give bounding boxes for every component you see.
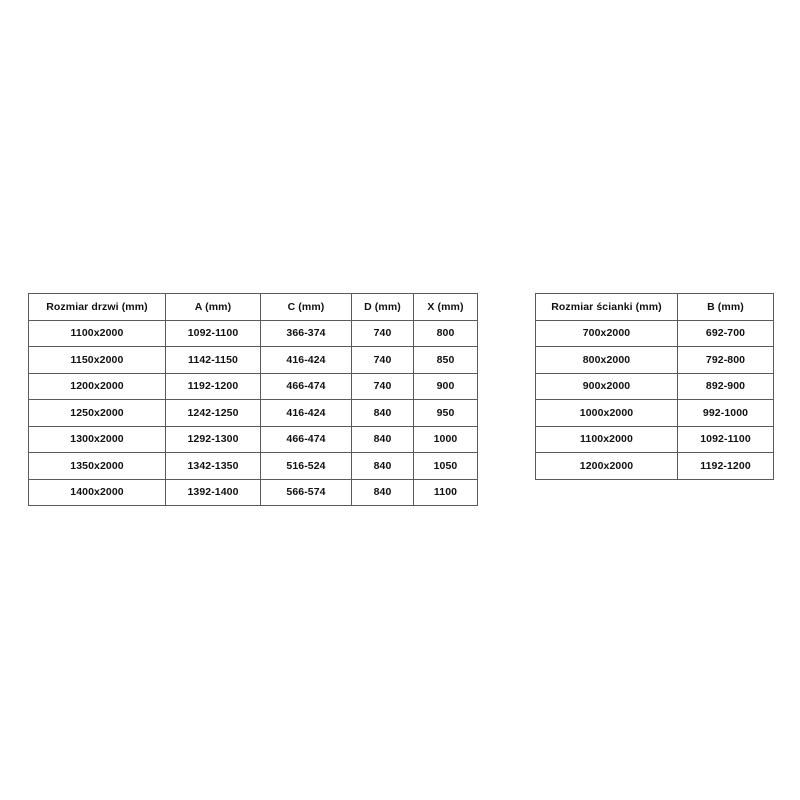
table-cell: 692-700 [678,320,774,347]
table-row [536,426,774,453]
table-cell: 840 [352,426,414,453]
table-cell: 950 [414,400,478,427]
table-row [536,347,774,374]
table-cell: 1250x2000 [29,400,166,427]
table-cell: 840 [352,400,414,427]
table-header-row [536,294,774,321]
doors-header-cell-2: C (mm) [261,294,352,321]
doors-header-cell-3: D (mm) [352,294,414,321]
table-cell: 1192-1200 [166,373,261,400]
table-cell: 800 [414,320,478,347]
doors-size-table [28,293,478,506]
table-cell: 466-474 [261,426,352,453]
table-row [29,373,478,400]
table-cell: 1142-1150 [166,347,261,374]
wall-table-holder [535,293,774,480]
doors-header-cell-1: A (mm) [166,294,261,321]
table-cell: 416-424 [261,347,352,374]
table-cell: 1092-1100 [678,426,774,453]
table-cell: 466-474 [261,373,352,400]
table-cell: 1392-1400 [166,479,261,506]
table-cell: 1200x2000 [29,373,166,400]
table-row [536,320,774,347]
table-cell: 1192-1200 [678,453,774,480]
table-cell: 1000 [414,426,478,453]
table-cell: 366-374 [261,320,352,347]
table-cell: 840 [352,479,414,506]
table-cell: 700x2000 [536,320,678,347]
table-row [536,373,774,400]
tables-container [28,293,772,506]
table-header-row [29,294,478,321]
wall-size-table [535,293,774,480]
table-cell: 1100 [414,479,478,506]
table-cell: 1200x2000 [536,453,678,480]
table-cell: 740 [352,320,414,347]
table-cell: 800x2000 [536,347,678,374]
table-cell: 740 [352,347,414,374]
table-cell: 1092-1100 [166,320,261,347]
table-row [29,320,478,347]
table-cell: 1242-1250 [166,400,261,427]
table-row [29,400,478,427]
table-row [29,453,478,480]
table-row [536,453,774,480]
wall-header-cell-0: Rozmiar ścianki (mm) [536,294,678,321]
table-cell: 1350x2000 [29,453,166,480]
table-cell: 516-524 [261,453,352,480]
table-cell: 1050 [414,453,478,480]
table-cell: 416-424 [261,400,352,427]
table-cell: 1100x2000 [29,320,166,347]
table-cell: 840 [352,453,414,480]
table-cell: 1150x2000 [29,347,166,374]
table-cell: 792-800 [678,347,774,374]
table-cell: 1000x2000 [536,400,678,427]
table-cell: 1292-1300 [166,426,261,453]
table-cell: 1100x2000 [536,426,678,453]
table-row [536,400,774,427]
doors-header-cell-0: Rozmiar drzwi (mm) [29,294,166,321]
table-cell: 1400x2000 [29,479,166,506]
table-row [29,426,478,453]
table-cell: 992-1000 [678,400,774,427]
table-row [29,479,478,506]
table-cell: 900 [414,373,478,400]
doors-header-cell-4: X (mm) [414,294,478,321]
table-cell: 1342-1350 [166,453,261,480]
table-cell: 892-900 [678,373,774,400]
table-cell: 900x2000 [536,373,678,400]
table-cell: 1300x2000 [29,426,166,453]
table-cell: 850 [414,347,478,374]
wall-header-cell-1: B (mm) [678,294,774,321]
table-cell: 566-574 [261,479,352,506]
table-cell: 740 [352,373,414,400]
table-row [29,347,478,374]
